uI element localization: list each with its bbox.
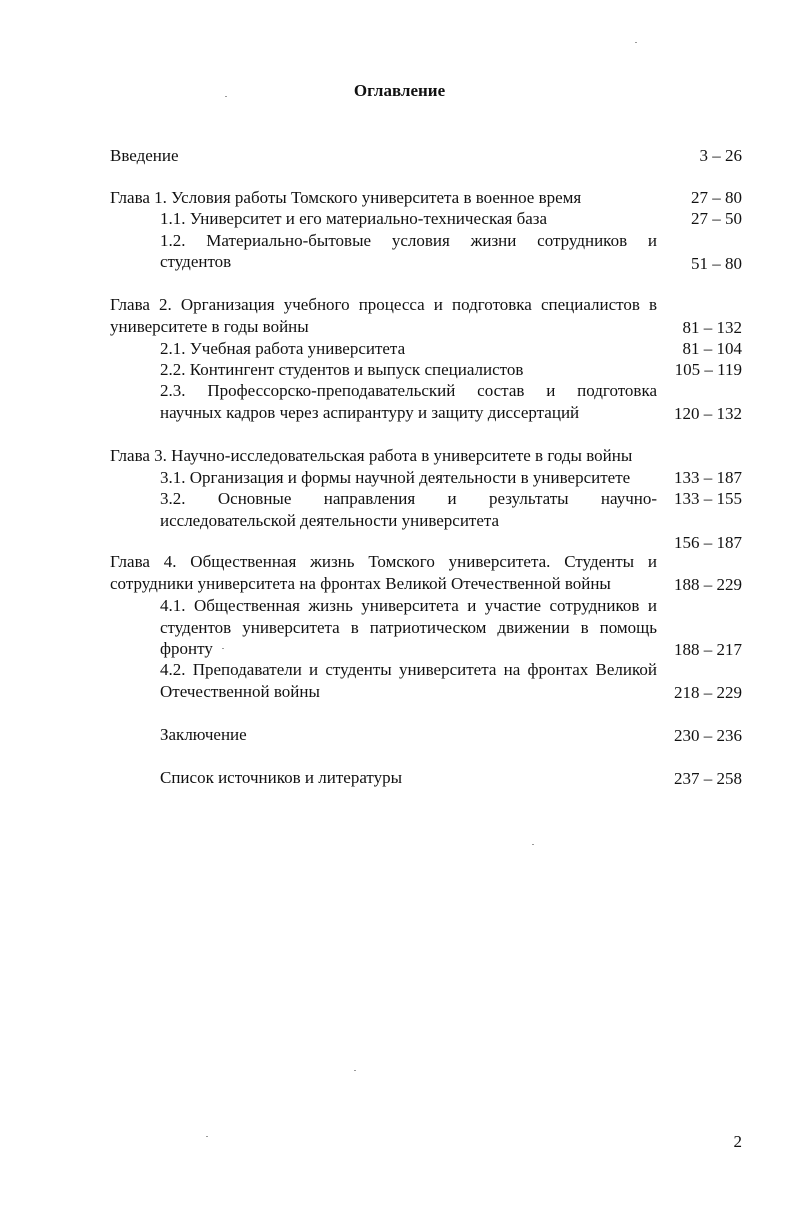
scan-speck (532, 844, 534, 845)
toc-ch2-line1: Глава 2. Организация учебного процесса и подготовка специалистов в (110, 295, 657, 314)
toc-intro-pages: 3 – 26 (699, 146, 742, 165)
toc-ch2-pages: 81 – 132 (682, 318, 742, 337)
toc-conclusion-pages: 230 – 236 (674, 726, 742, 745)
toc-ch1-s2-line2: студентов (160, 252, 232, 271)
toc-ch1-s2-pages: 51 – 80 (691, 254, 742, 273)
scan-speck (354, 1070, 356, 1071)
toc-ch4-s2-pages: 218 – 229 (674, 683, 742, 702)
scan-speck (225, 96, 227, 97)
toc-ch2-s2-pages: 105 – 119 (674, 360, 742, 379)
toc-ch1-title: Глава 1. Условия работы Томского университета в военное время (110, 188, 582, 207)
toc-ch2-s1-pages: 81 – 104 (682, 339, 742, 358)
toc-sources-pages: 237 – 258 (674, 769, 742, 788)
toc-ch2-s1-text: 2.1. Учебная работа университета (160, 339, 406, 358)
toc-ch3-s2-line2: исследовательской деятельности университета (160, 511, 500, 530)
toc-ch4-line2: сотрудники университета на фронтах Великой Отечественной войны (110, 574, 611, 593)
toc-ch4-s2-line2: Отечественной войны (160, 682, 320, 701)
toc-ch4-s1-line1: 4.1. Общественная жизнь университета и участие сотрудников и (160, 596, 657, 615)
toc-ch1-s2-line1: 1.2. Материально-бытовые условия жизни сотрудников и (160, 231, 657, 250)
toc-ch3-s2-line1: 3.2. Основные направления и результаты научно- (160, 489, 657, 508)
toc-ch1-pages: 27 – 80 (691, 188, 742, 207)
toc-ch4-s2-line1: 4.2. Преподаватели и студенты университета на фронтах Великой (160, 660, 657, 679)
toc-ch4-s1-line2: студентов университета в патриотическом движении в помощь (160, 618, 657, 637)
toc-ch2-s3-line1: 2.3. Профессорско-преподавательский состав и подготовка (160, 381, 657, 400)
scan-speck (222, 648, 224, 649)
toc-ch1-s1-text: 1.1. Университет и его материально-техническая база (160, 209, 548, 228)
toc-conclusion-label: Заключение (160, 725, 247, 744)
toc-ch3-s2-pages-b: 156 – 187 (674, 533, 742, 552)
toc-ch2-s2-text: 2.2. Контингент студентов и выпуск специалистов (160, 360, 524, 379)
toc-ch4-s1-line3: фронту (160, 639, 213, 658)
toc-intro-label: Введение (110, 146, 179, 165)
toc-ch2-s3-pages: 120 – 132 (674, 404, 742, 423)
scan-speck (206, 1136, 208, 1137)
page-title: Оглавление (353, 81, 446, 100)
toc-ch4-s1-pages: 188 – 217 (674, 640, 742, 659)
toc-ch2-s3-line2: научных кадров через аспирантуру и защиту диссертаций (160, 403, 580, 422)
toc-ch4-pages: 188 – 229 (674, 575, 742, 594)
toc-ch3-s1-text: 3.1. Организация и формы научной деятельности в университете (160, 468, 631, 487)
toc-ch2-line2: университете в годы войны (110, 317, 309, 336)
toc-ch3-s2-pages-a: 133 – 155 (674, 489, 742, 508)
toc-ch3-s1-pages: 133 – 187 (674, 468, 742, 487)
toc-ch1-s1-pages: 27 – 50 (691, 209, 742, 228)
scan-speck (635, 42, 637, 43)
page-number: 2 (733, 1132, 742, 1151)
toc-sources-label: Список источников и литературы (160, 768, 403, 787)
toc-ch4-line1: Глава 4. Общественная жизнь Томского университета. Студенты и (110, 552, 657, 571)
toc-ch3-title: Глава 3. Научно-исследовательская работа в университете в годы войны (110, 446, 633, 465)
